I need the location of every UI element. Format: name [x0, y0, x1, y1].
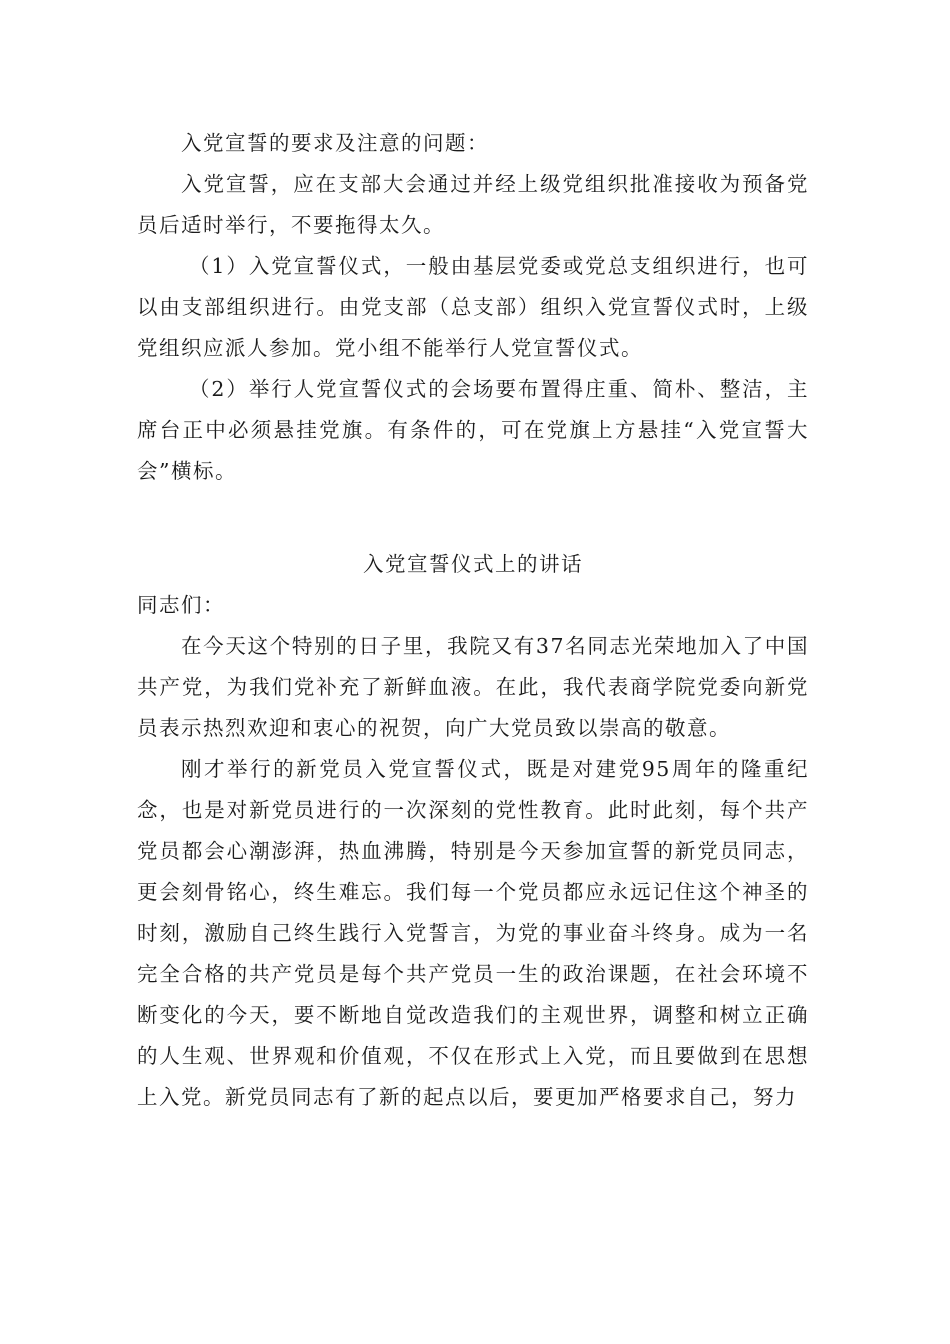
section-paragraph: 入党宣誓，应在支部大会通过并经上级党组织批准接收为预备党员后适时举行，不要拖得太久。	[137, 172, 809, 237]
speech-paragraph-1: 在今天这个特别的日子里，我院又有37名同志光荣地加入了中国共产党，为我们党补充了新鲜血液。在此，我代表商学院党委向新党员表示热烈欢迎和衷心的祝贺，向广大党员致以崇高的敬意。	[137, 634, 809, 740]
document-body	[137, 123, 809, 1118]
speech-salutation: 同志们：	[137, 593, 225, 617]
speech-paragraph-2: 刚才举行的新党员入党宣誓仪式，既是对建党95周年的隆重纪念，也是对新党员进行的一次深刻的党性教育。此时此刻，每个共产党员都会心潮澎湃，热血沸腾，特别是今天参加宣誓的新党员同志，更会刻骨铭心，终生难忘。我们每一个党员都应永远记住这个神圣的时刻，激励自己终生践行入党誓言，为党的事业奋斗终身。成为一名完全合格的共产党员是每个共产党员一生的政治课题，在社会环境不断变化的今天，要不断地自觉改造我们的主观世界，调整和树立正确的人生观、世界观和价值观，不仅在形式上入党，而且要做到在思想上入党。新党员同志有了新的起点以后，要更加严格要求自己，努力	[137, 757, 809, 1109]
section-heading: 入党宣誓的要求及注意的问题：	[181, 131, 489, 155]
speech-title: 入党宣誓仪式上的讲话	[363, 552, 583, 576]
section-item-2: （2）举行人党宣誓仪式的会场要布置得庄重、简朴、整洁，主席台正中必须悬挂党旗。有条件的，可在党旗上方悬挂“入党宣誓大会”横标。	[137, 377, 809, 483]
section-item-1: （1）入党宣誓仪式，一般由基层党委或党总支组织进行，也可以由支部组织进行。由党支部（总支部）组织入党宣誓仪式时，上级党组织应派人参加。党小组不能举行人党宣誓仪式。	[137, 254, 809, 360]
